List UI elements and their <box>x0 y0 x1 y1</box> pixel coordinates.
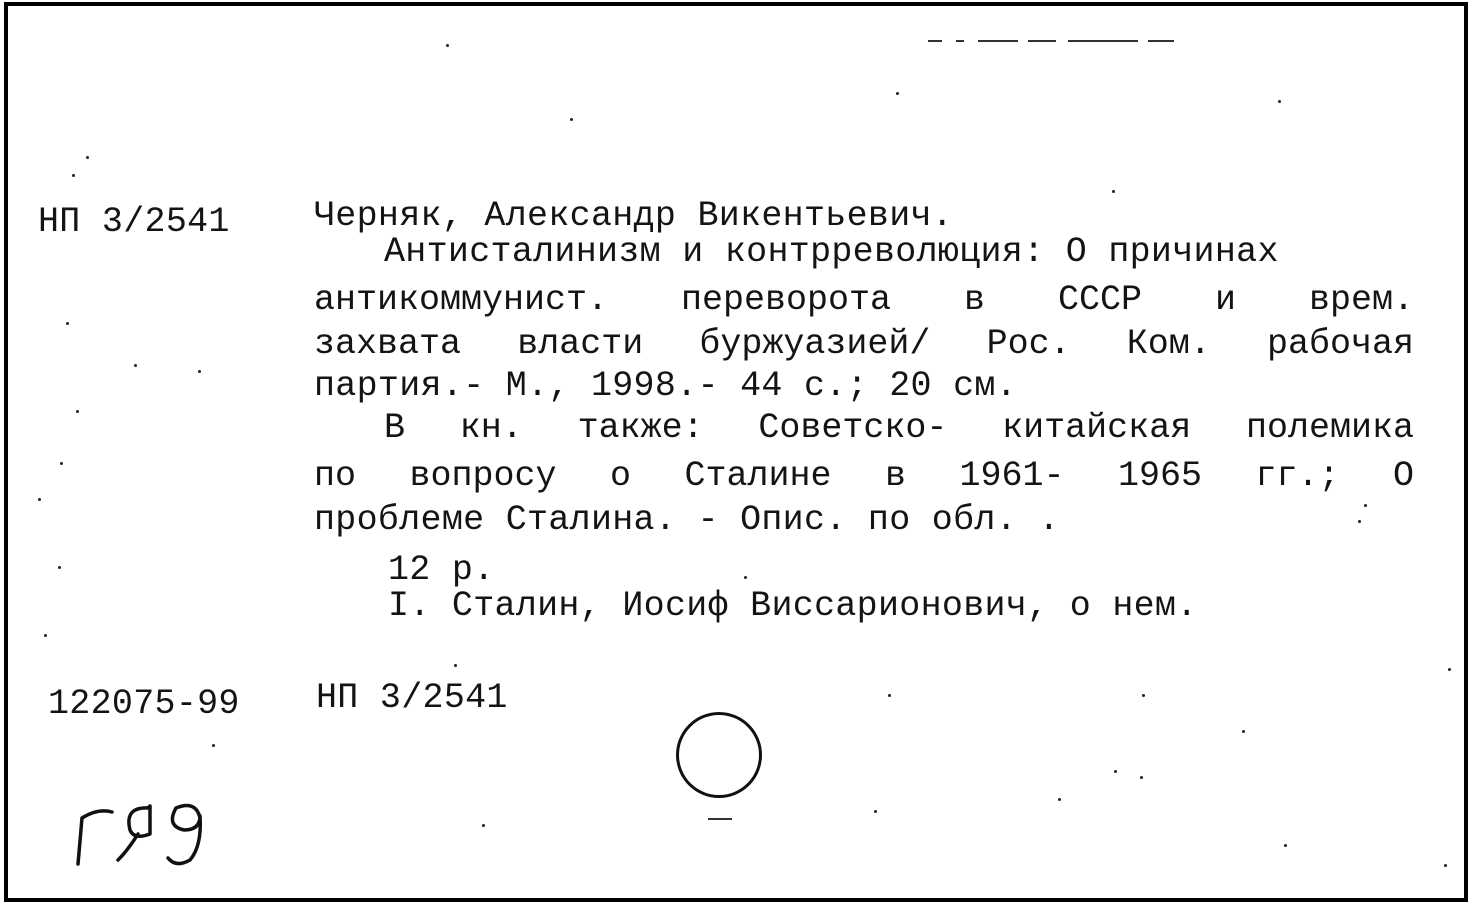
scan-noise <box>1068 40 1138 42</box>
note-line-2: по вопросу о Сталине в 1961- 1965 гг.; О <box>314 456 1414 496</box>
call-number-top: НП 3/2541 <box>38 202 230 242</box>
scan-noise <box>928 40 942 42</box>
call-number-bottom: НП 3/2541 <box>316 678 508 718</box>
scan-speck <box>1242 730 1245 733</box>
scan-speck <box>446 44 449 47</box>
scan-speck <box>1058 798 1061 801</box>
scan-speck <box>1278 100 1281 103</box>
scan-speck <box>76 410 79 413</box>
imprint-line: партия.- М., 1998.- 44 с.; 20 см. <box>314 366 1018 406</box>
scan-speck <box>44 634 47 637</box>
scan-speck <box>72 174 75 177</box>
scan-speck <box>1142 694 1145 697</box>
scan-speck <box>482 824 485 827</box>
scan-speck <box>86 156 89 159</box>
handwritten-mark <box>72 796 212 876</box>
scan-speck <box>1112 190 1115 193</box>
note-line-3: проблеме Сталина. - Опис. по обл. . <box>314 500 1060 540</box>
scan-speck <box>1140 776 1143 779</box>
scan-noise <box>1028 40 1056 42</box>
scan-speck <box>1444 864 1447 867</box>
scan-speck <box>896 92 899 95</box>
scan-speck <box>874 810 877 813</box>
scan-speck <box>212 744 215 747</box>
scan-noise <box>956 40 964 42</box>
scan-speck <box>570 118 573 121</box>
punch-hole <box>676 712 762 798</box>
accession-number: 122075-99 <box>48 684 240 724</box>
scan-speck <box>1284 844 1287 847</box>
scan-speck <box>1114 770 1117 773</box>
subject-heading: I. Сталин, Иосиф Виссарионович, о нем. <box>388 586 1198 626</box>
punch-hole-mark <box>708 818 732 820</box>
title-line-1: Антисталинизм и контрреволюция: О причинах <box>384 232 1279 272</box>
note-line-1: В кн. также: Советско- китайская полемика <box>384 408 1414 448</box>
scan-speck <box>198 370 201 373</box>
title-line-2: антикоммунист. переворота в СССР и врем. <box>314 280 1414 320</box>
scan-speck <box>1358 520 1361 523</box>
author-heading: Черняк, Александр Викентьевич. <box>314 196 954 236</box>
scan-speck <box>454 664 457 667</box>
scan-speck <box>66 322 69 325</box>
scan-noise <box>978 40 1018 42</box>
scan-speck <box>744 576 747 579</box>
scan-speck <box>134 364 137 367</box>
scan-speck <box>1364 504 1367 507</box>
title-line-3: захвата власти буржуазией/ Рос. Ком. рабочая <box>314 324 1414 364</box>
scan-noise <box>1148 40 1174 42</box>
catalog-card <box>4 2 1468 902</box>
scan-speck <box>888 694 891 697</box>
scan-speck <box>60 462 63 465</box>
price: 12 р. <box>388 550 495 590</box>
scan-speck <box>58 566 61 569</box>
scan-speck <box>1448 668 1451 671</box>
scan-speck <box>38 498 41 501</box>
